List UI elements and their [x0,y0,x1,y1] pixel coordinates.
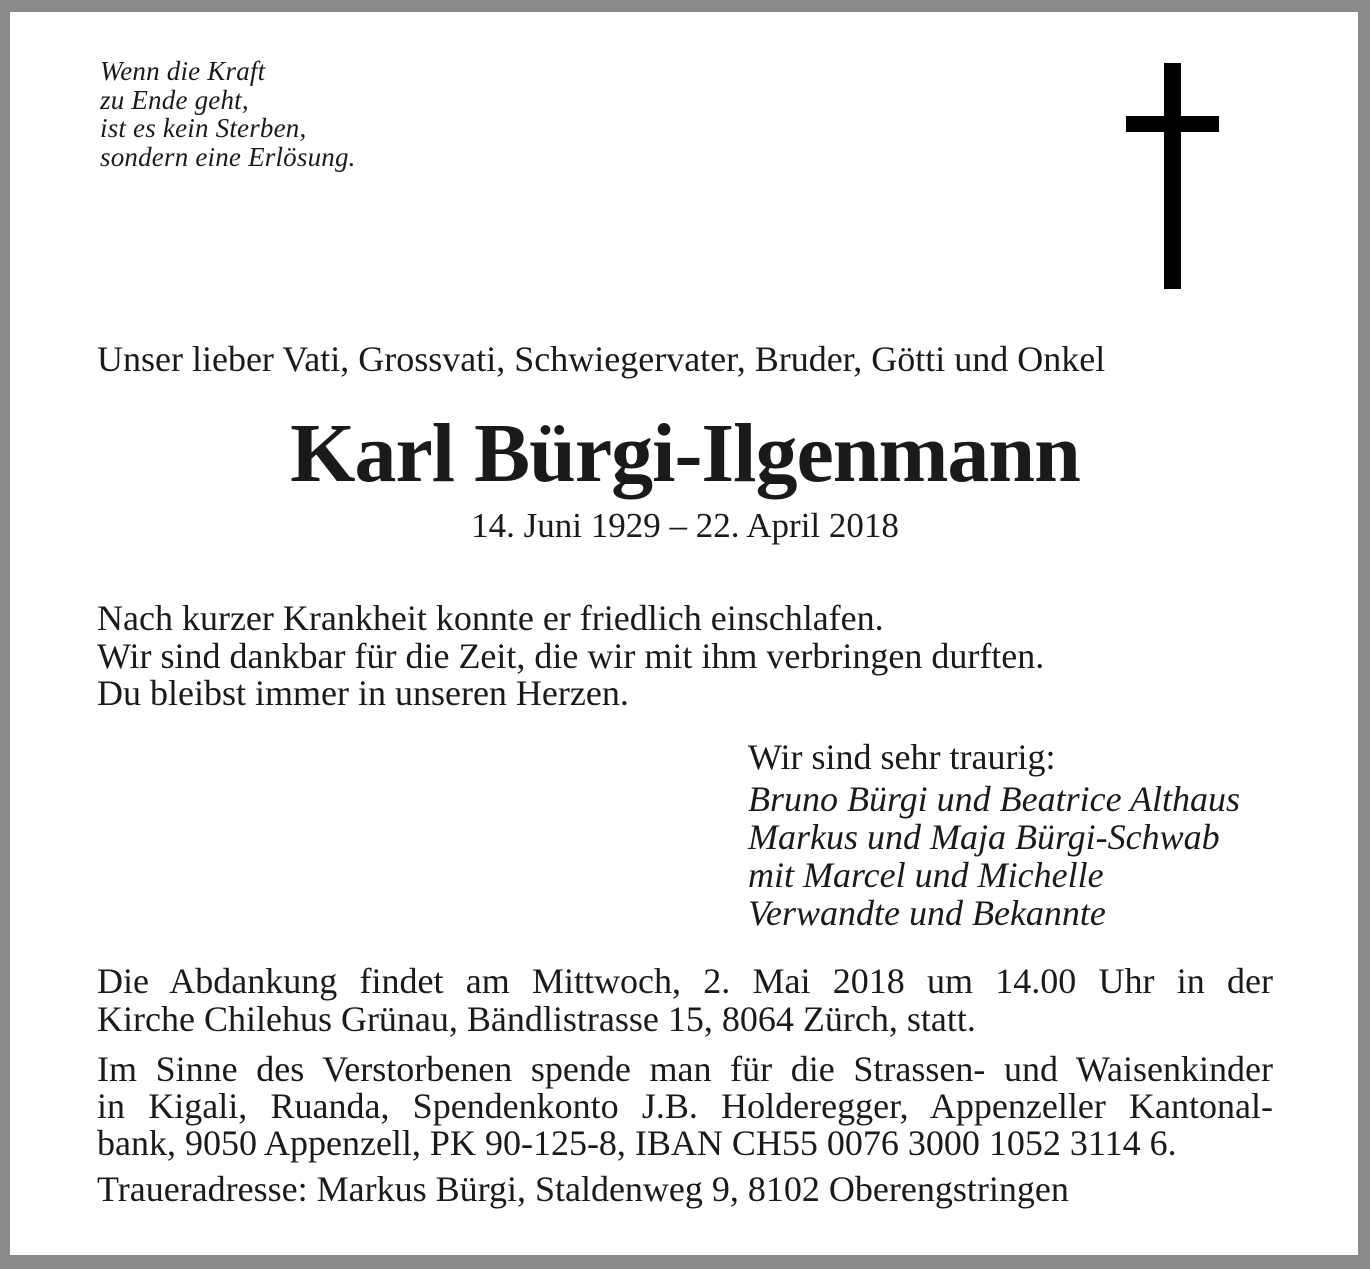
cross-horizontal-bar [1126,116,1219,132]
service-line: Kirche Chilehus Grünau, Bändlistrasse 15, 8064 Zürch, statt. [97,999,976,1039]
mourning-address: Traueradresse: Markus Bürgi, Staldenweg 9, 8102 Oberengstringen [97,1169,1069,1209]
cross-icon [1126,63,1219,289]
mourners-list [748,780,1240,932]
epigraph-quote [100,57,356,171]
mourner-line: Verwandte und Bekannte [748,893,1106,933]
donation-line: Im Sinne des Verstorbenen spende man für die Strassen- und Waisenkinder [97,1049,1273,1089]
donation-line: in Kigali, Ruanda, Spendenkonto J.B. Holderegger, Appenzeller Kantonal- [97,1086,1273,1126]
mourning-label: Wir sind sehr traurig: [748,737,1056,777]
life-dates: 14. Juni 1929 – 22. April 2018 [471,506,899,545]
epigraph-line: ist es kein Sterben, [100,113,307,143]
epigraph-line: Wenn die Kraft [100,56,266,86]
epigraph-line: sondern eine Erlösung. [100,141,356,172]
service-announcement [97,962,1273,1038]
mourner-line: Markus und Maja Bürgi-Schwab [748,817,1220,857]
farewell-line: Du bleibst immer in unseren Herzen. [97,673,629,713]
farewell-message [97,600,1297,713]
farewell-line: Wir sind dankbar für die Zeit, die wir mit ihm verbringen durften. [97,635,1045,676]
donation-line: bank, 9050 Appenzell, PK 90-125-8, IBAN CH55 0076 3000 1052 3114 6. [97,1123,1177,1163]
service-line: Die Abdankung findet am Mittwoch, 2. Mai 2018 um 14.00 Uhr in der [97,961,1273,1001]
deceased-name: Karl Bürgi-Ilgenmann [290,407,1080,500]
relation-line: Unser lieber Vati, Grossvati, Schwiegervater, Bruder, Götti und Onkel [97,339,1106,379]
cross-vertical-bar [1164,63,1181,289]
epigraph-line: zu Ende geht, [100,84,249,115]
mourner-line: Bruno Bürgi und Beatrice Althaus [748,779,1240,819]
farewell-line: Nach kurzer Krankheit konnte er friedlich einschlafen. [97,598,884,638]
donation-request [97,1051,1273,1162]
mourner-line: mit Marcel und Michelle [748,855,1104,895]
